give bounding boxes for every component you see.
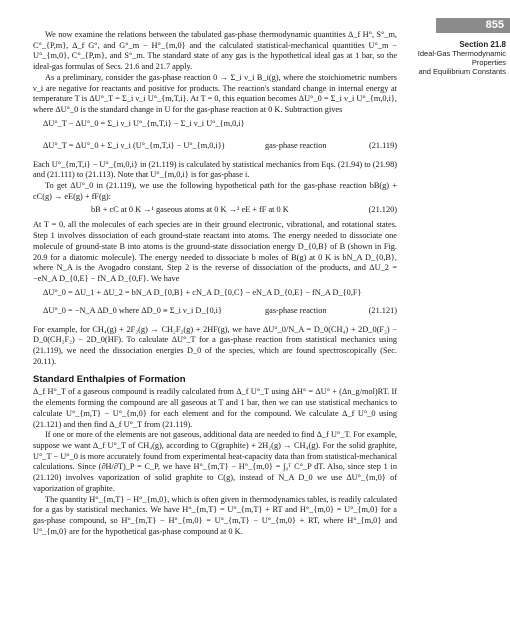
equation-text: ΔU°_0 = −N_A ΔD_0 where ΔD_0 ≡ Σ_i ν_i D_{0,i} [43,305,222,315]
equation-subtraction [33,116,397,138]
paragraph-hypothetical-path: To get ΔU°_0 in (21.119), we use the following hypothetical path for the gas-phase reaction bB(g) + cC(g) → eE(g) + fF(g): [33,181,397,201]
section-title-line-2: and Equilibrium Constants [418,67,506,76]
equation-21-119 [33,138,397,160]
page-body [33,30,397,537]
equation-text: bB + cC at 0 K →¹ gaseous atoms at 0 K →² eE + fF at 0 K [91,205,289,215]
equation-21-120 [33,202,397,220]
paragraph-preliminary: As a preliminary, consider the gas-phase reaction 0 → Σ_i ν_i B_i(g), where the stoichiometric numbers ν_i are negative for reactants and positive for products. The reaction's standard change in internal energy at temperature T is ΔU°_T = Σ_i ν_i U°_{m,T,i}. At T = 0, this equation becomes ΔU°_0 = Σ_i ν_i U°_{m,0,i}, where ΔU°_0 is the standard change in U for the gas-phase reaction at 0 K. Subtraction gives [33,72,397,114]
section-title-line-1: Ideal-Gas Thermodynamic Properties [417,49,506,67]
running-head [402,40,506,76]
equation-number: (21.120) [368,205,397,215]
equation-condition: gas-phase reaction [265,140,327,150]
equation-delta-u0 [33,285,397,303]
section-heading: Standard Enthalpies of Formation [33,374,186,386]
equation-number: (21.121) [368,305,397,315]
equation-text: ΔU°_T = ΔU°_0 + Σ_i ν_i (U°_{m,T,i} − U°_{m,0,i}) [43,140,225,150]
equation-21-121 [33,303,397,325]
page-number: 855 [436,18,510,33]
equation-condition: gas-phase reaction [265,305,327,315]
paragraph-formation: Δ_f H°_T of a gaseous compound is readily calculated from Δ_f U°_T using ΔH° = ΔU° + (Δn_g/mol)RT. If the elements forming the compound are all gaseous at T and 1 bar, then we can use statistical mechanics to calculate U°_{m,T} − U°_{m,0} for each element and for the compound. We calculate Δ_f U°_0 using (21.121) and then find Δ_f U°_T from (21.119). [33,387,397,429]
paragraph-intro: We now examine the relations between the tabulated gas-phase thermodynamic quantities Δ_f H°, S°_m, C°_{P,m}, Δ_f G°, and G°_m − H°_{m,0} and the calculated statistical-mechanical quantities U°_m − U°_{m,0}, C°_{P,m}, and S°_m. The standard state of any gas is the hypothetical ideal gas at 1 bar, so the ideal-gas formulas of Secs. 21.6 and 21.7 apply. [33,30,397,72]
equation-number: (21.119) [368,140,397,150]
paragraph-enthalpy-quantity: The quantity H°_{m,T} − H°_{m,0}, which is often given in thermodynamics tables, is readily calculated for a gas by statistical mechanics. We have H°_{m,T} = U°_{m,T} + RT and H°_{m,0} = U°_{m,0} for a gas-phase compound, so H°_{m,T} − H°_{m,0} = U°_{m,T} − U°_{m,0} + RT, where H°_{m,0} and U°_{m,0} are for the hypothetical gas-phase compound at 0 K. [33,494,397,536]
equation-text: ΔU°_0 = ΔU_1 + ΔU_2 = bN_A D_{0,B} + cN_A D_{0,C} − eN_A D_{0,E} − fN_A D_{0,F} [43,287,362,297]
section-number: Section 21.8 [459,40,506,49]
paragraph-each-term: Each U°_{m,T,i} − U°_{m,0,i} in (21.119) is calculated by statistical mechanics from Eqs. (21.94) to (21.98) and (21.111) to (21.113). Note that U°_{m,0,i} is for gas-phase i. [33,159,397,180]
equation-text: ΔU°_T − ΔU°_0 = Σ_i ν_i U°_{m,T,i} − Σ_i ν_i U°_{m,0,i} [43,118,245,128]
paragraph-nongaseous: If one or more of the elements are not gaseous, additional data are needed to find Δ_f U°_T. For example, suppose we want Δ_f U°_T of CH₄(g), according to C(graphite) + 2H₂(g) → CH₄(g). For the solid graphite, U°_T − U°_0 is more accurately found from experimental heat-capacity data than from statistical-mechanical calculations. Since (∂H/∂T)_P = C_P, we have H°_{m,T} − H°_{m,0} = ∫₀ᵀ C°_P dT. Also, since step 1 in (21.120) involves vaporization of solid graphite to C(g), instead of N_A D_0 we use ΔU°_{m,0} of vaporization of graphite. [33,430,397,493]
paragraph-example: For example, for CH₄(g) + 2F₂(g) → CH₂F₂(g) + 2HF(g), we have ΔU°_0/N_A = D_0(CH₄) + 2D_0(F₂) − D_0(CH₂F₂) − 2D_0(HF). To calculate ΔU°_T for a gas-phase reaction from statistical mechanics using (21.119), we need the dissociation energies D_0 of the species, which are found spectroscopically (Sec. 20.11). [33,324,397,366]
paragraph-dissociation: At T = 0, all the molecules of each species are in their ground electronic, vibrational, and rotational states. Step 1 involves dissociation of each ground-state reactant into atoms. The energy needed to dissociate one molecule of ground-state B into atoms is the ground-state dissociation energy D_{0,B} of B (shown in Fig. 20.9 for a diatomic molecule). The energy needed to dissociate b moles of B(g) at 0 K is bN_A D_{0,B}, where N_A is the Avogadro constant. Step 2 is the reverse of dissociation of the products, and ΔU_2 = −eN_A D_{0,E} − fN_A D_{0,F}. We have [33,220,397,283]
